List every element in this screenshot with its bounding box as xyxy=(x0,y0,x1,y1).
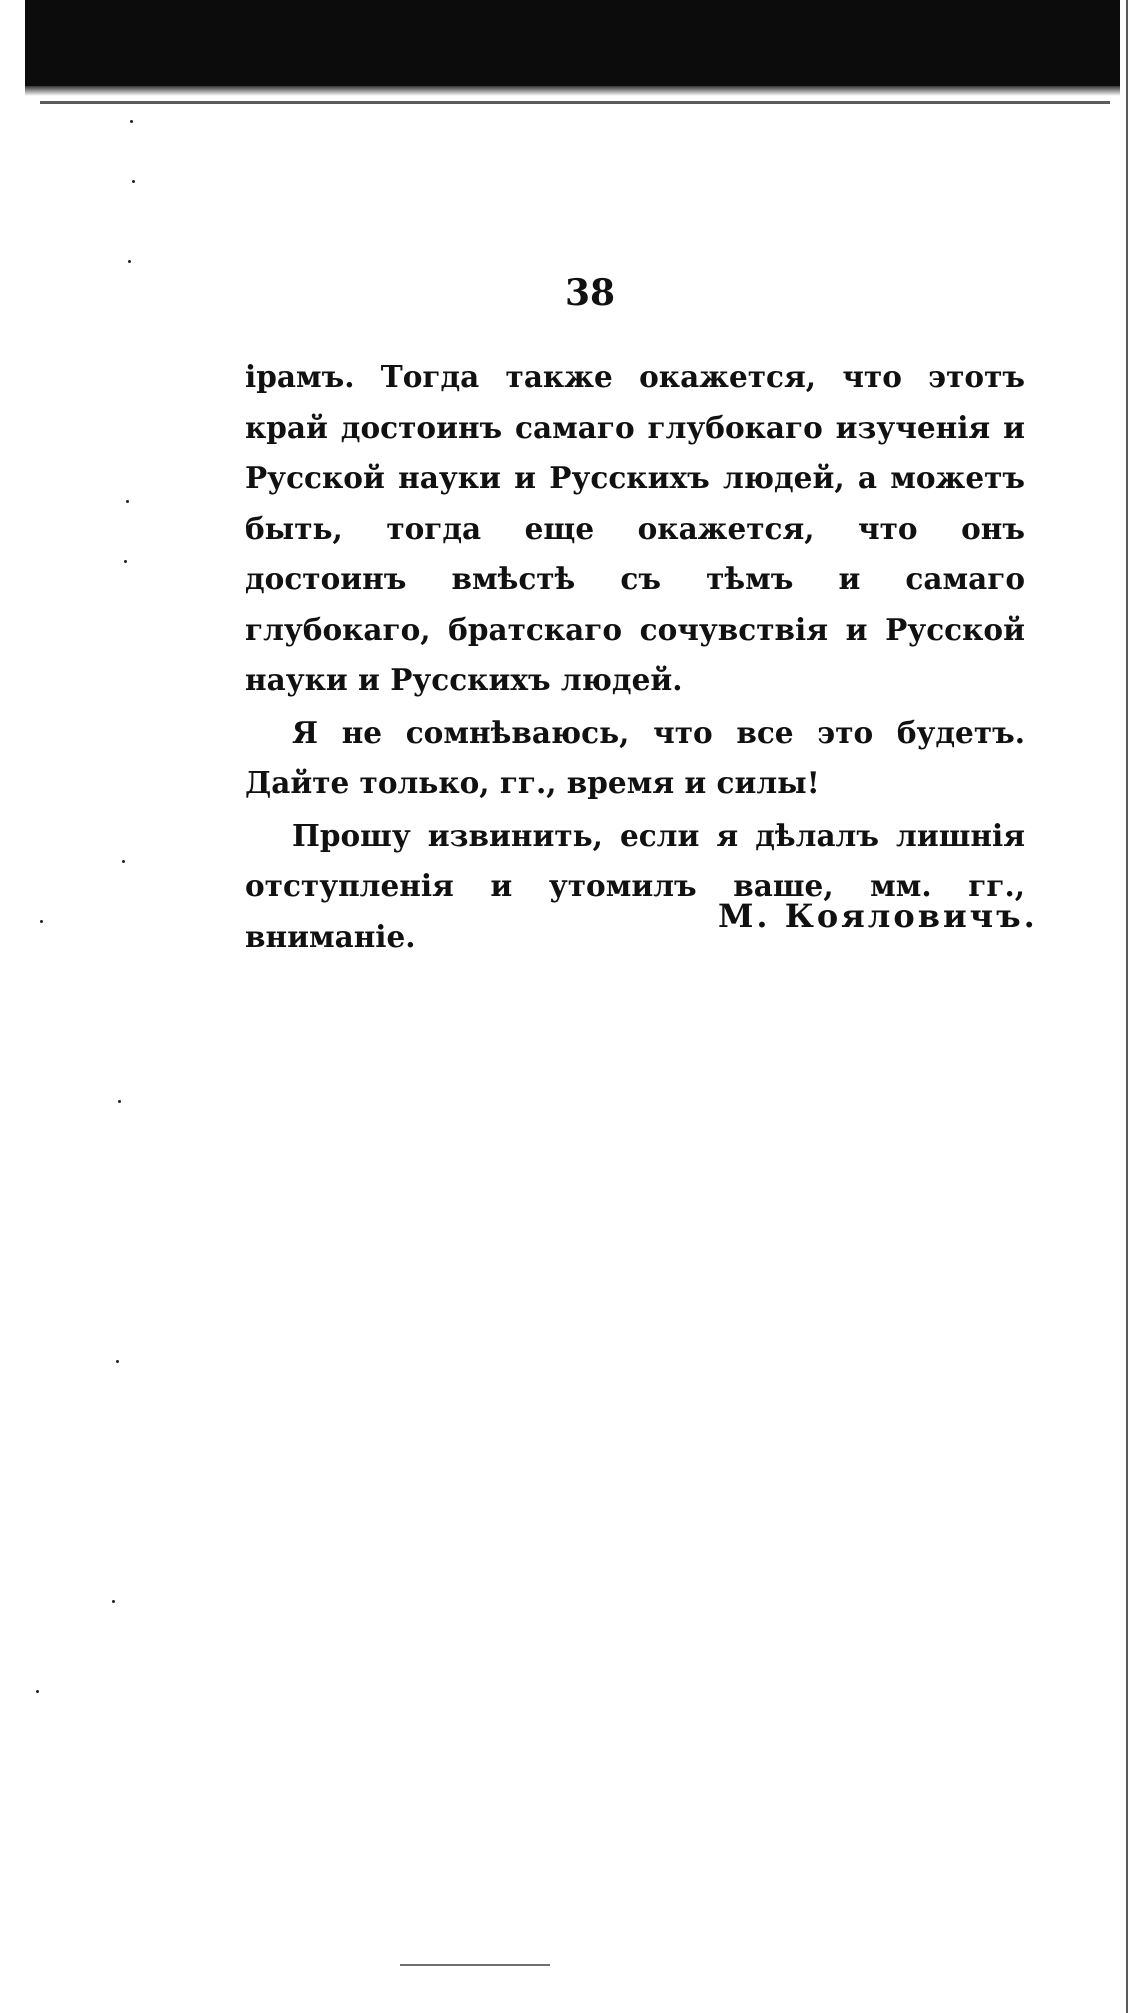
scan-speck xyxy=(118,1100,121,1103)
top-rule xyxy=(40,101,1110,104)
scan-speck xyxy=(122,860,125,863)
scan-speck xyxy=(124,560,127,563)
paragraph-3: Прошу извинить, если я дѣлалъ лишнія отступленія и утомилъ ваше, мм. гг., вниманіе. xyxy=(245,817,1025,954)
scan-speck xyxy=(36,1690,39,1693)
scan-dark-margin xyxy=(25,0,1120,86)
scan-speck xyxy=(130,120,133,123)
scan-speck xyxy=(132,180,135,183)
bottom-rule xyxy=(400,1964,550,1966)
scan-speck xyxy=(126,500,129,503)
scan-speck xyxy=(40,920,43,923)
author-signature: М. Кояловичъ. xyxy=(718,897,1038,935)
body-text xyxy=(245,352,1025,962)
paragraph-1: ірамъ. Тогда также окажется, что этотъ край достоинъ самаго глубокаго изученія и Русской науки и Русскихъ людей, а можетъ быть, тогда еще окажется, что онъ достоинъ вмѣстѣ съ тѣмъ и самаго глубокаго, братскаго сочувствія и Русской науки и Русскихъ людей. xyxy=(245,359,1025,697)
paragraph-2: Я не сомнѣваюсь, что все это будетъ. Дайте только, гг., время и силы! xyxy=(245,714,1025,800)
page-number: 38 xyxy=(564,272,616,314)
scan-speck xyxy=(116,1360,119,1363)
scan-speck xyxy=(112,1600,115,1603)
scan-dark-margin-edge xyxy=(25,84,1120,96)
scan-speck xyxy=(128,260,131,263)
